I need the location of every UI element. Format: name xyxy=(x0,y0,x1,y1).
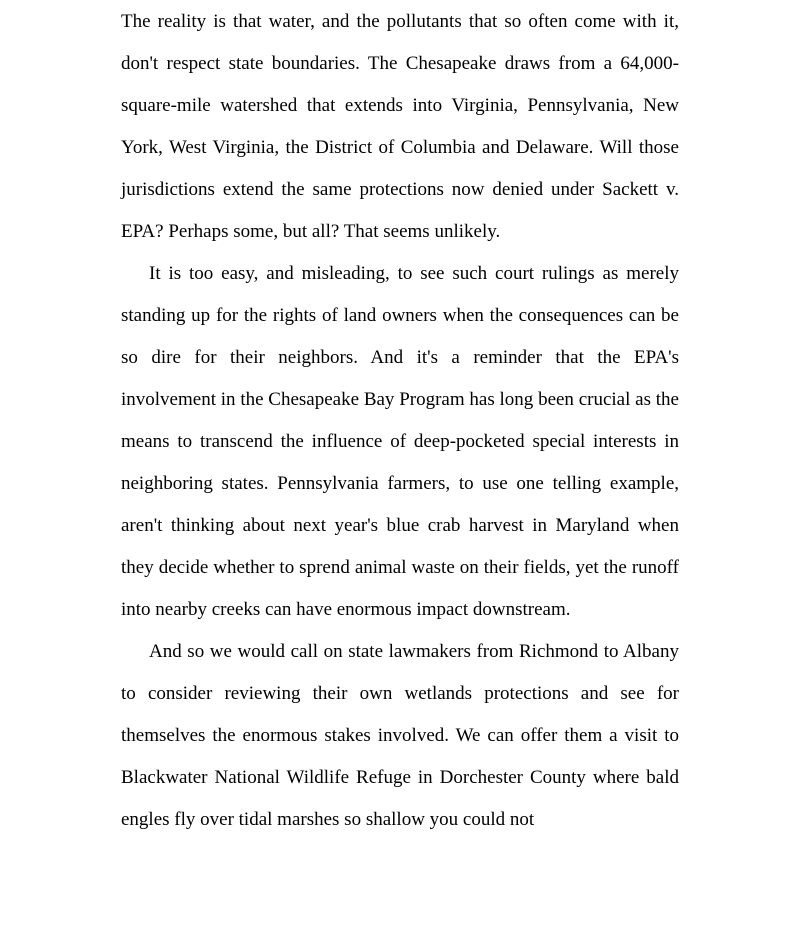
paragraph-2: It is too easy, and misleading, to see such court rulings as merely standing up for the rights of land owners when the consequences can be so dire for their neighbors. And it's a reminder that the EPA's involvement in the Chesapeake Bay Program has long been crucial as the means to transcend the influence of deep-pocketed special interests in neighboring states. Pennsylvania farmers, to use one telling example, aren't thinking about next year's blue crab harvest in Maryland when they decide whether to sprend animal waste on their fields, yet the runoff into nearby creeks can have enormous impact downstream. xyxy=(121,263,679,620)
paragraph-1: The reality is that water, and the pollutants that so often come with it, don't respect state boundaries. The Chesapeake draws from a 64,000-square-mile watershed that extends into Virginia, Pennsylvania, New York, West Virginia, the District of Columbia and Delaware. Will those jurisdictions extend the same protections now denied under Sackett v. EPA? Perhaps some, but all? That seems unlikely. xyxy=(121,11,679,242)
paragraph-3: And so we would call on state lawmakers from Richmond to Albany to consider reviewing their own wetlands protections and see for themselves the enormous stakes involved. We can offer them a visit to Blackwater National Wildlife Refuge in Dorchester County where bald engles fly over tidal marshes so shallow you could not xyxy=(121,641,679,830)
document-page xyxy=(121,0,679,841)
